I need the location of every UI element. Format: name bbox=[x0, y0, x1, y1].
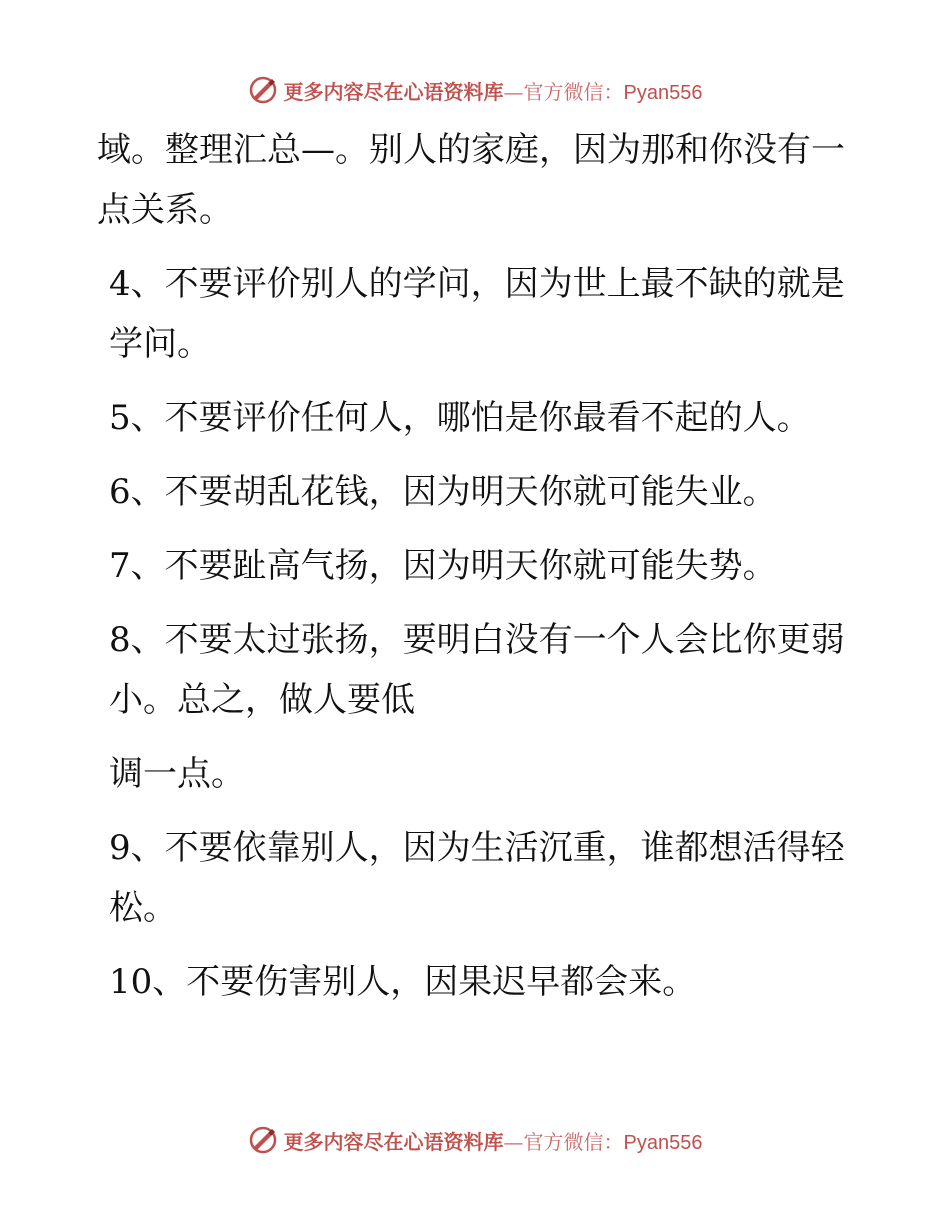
paragraph-4: 6、不要胡乱花钱，因为明天你就可能失业。 bbox=[109, 472, 777, 512]
banner-wechat-id: Pyan556 bbox=[623, 81, 703, 104]
paragraph-8: 9、不要依靠别人，因为生活沉重，谁都想活得轻松。 bbox=[109, 828, 845, 928]
paragraph-3: 5、不要评价任何人，哪怕是你最看不起的人。 bbox=[109, 398, 811, 438]
paragraph-2: 4、不要评价别人的学问，因为世上最不缺的就是学问。 bbox=[109, 264, 845, 364]
banner-text bbox=[284, 1126, 703, 1155]
banner-site-name: 更多内容尽在心语资料库 bbox=[283, 1129, 504, 1154]
paragraph-1: 域。整理汇总—。别人的家庭，因为那和你没有一点关系。 bbox=[97, 130, 845, 230]
banner-text bbox=[284, 76, 703, 105]
banner-wechat-label: —官方微信： bbox=[503, 79, 624, 104]
footer-banner bbox=[0, 1120, 950, 1160]
pen-circle-logo-icon bbox=[248, 1125, 278, 1155]
pen-circle-logo-icon bbox=[248, 75, 278, 105]
paragraph-7: 调一点。 bbox=[109, 754, 245, 794]
paragraph-6: 8、不要太过张扬，要明白没有一个人会比你更弱小。总之，做人要低 bbox=[109, 620, 845, 720]
banner-site-name: 更多内容尽在心语资料库 bbox=[283, 79, 504, 104]
document-body bbox=[97, 120, 857, 1026]
banner-wechat-label: —官方微信： bbox=[503, 1129, 624, 1154]
banner-wechat-id: Pyan556 bbox=[623, 1131, 703, 1154]
header-banner bbox=[0, 70, 950, 110]
paragraph-5: 7、不要趾高气扬，因为明天你就可能失势。 bbox=[109, 546, 777, 586]
paragraph-9: 10、不要伤害别人，因果迟早都会来。 bbox=[109, 962, 697, 1002]
